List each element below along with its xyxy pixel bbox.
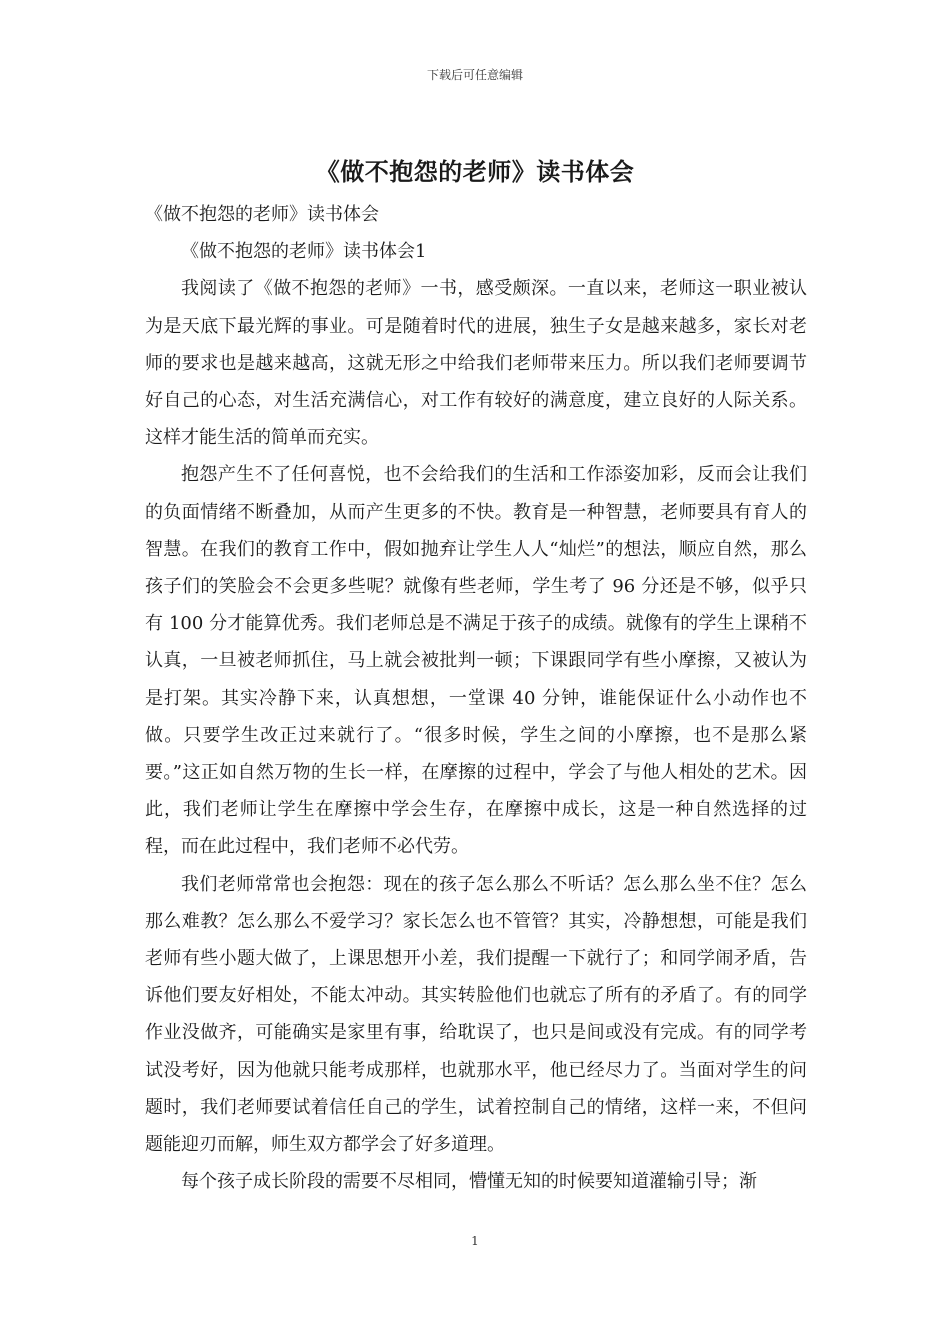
document-title: 《做不抱怨的老师》读书体会 [315, 157, 635, 186]
page-number: 1 [471, 1234, 479, 1248]
paragraph: 抱怨产生不了任何喜悦，也不会给我们的生活和工作添姿加彩，反而会让我们的负面情绪不断叠加，从而产生更多的不快。教育是一种智慧，老师要具有育人的智慧。在我们的教育工作中，假如抛弃让学生人人“灿烂”的想法，顺应自然，那么孩子们的笑脸会不会更多些呢？就像有些老师，学生考了 96 分还是不够，似乎只有 100 分才能算优秀。我们老师总是不满足于孩子的成绩。就像有的学生上课稍不认真，一旦被老师抓住，马上就会被批判一顿；下课跟同学有些小摩擦，又被认为是打架。其实冷静下来，认真想想，一堂课 40 分钟，谁能保证什么小动作也不做。只要学生改正过来就行了。“很多时候，学生之间的小摩擦，也不是那么紧要。”这正如自然万物的生长一样，在摩擦的过程中，学会了与他人相处的艺术。因此，我们老师让学生在摩擦中学会生存，在摩擦中成长，这是一种自然选择的过程，而在此过程中，我们老师不必代劳。 [145, 464, 807, 858]
section-heading: 《做不抱怨的老师》读书体会1 [181, 241, 427, 263]
header-note: 下载后可任意编辑 [426, 68, 523, 82]
paragraph: 我阅读了《做不抱怨的老师》一书，感受颇深。一直以来，老师这一职业被认为是天底下最光辉的事业。可是随着时代的进展，独生子女是越来越多，家长对老师的要求也是越来越高，这就无形之中给我们老师带来压力。所以我们老师要调节好自己的心态，对生活充满信心，对工作有较好的满意度，建立良好的人际关系。这样才能生活的简单而充实。 [145, 278, 807, 449]
paragraph: 每个孩子成长阶段的需要不尽相同，懵懂无知的时候要知道灌输引导；渐 [181, 1171, 757, 1193]
paragraph: 我们老师常常也会抱怨：现在的孩子怎么那么不听话？怎么那么坐不住？怎么那么难教？怎么那么不爱学习？家长怎么也不管管？其实，冷静想想，可能是我们老师有些小题大做了，上课思想开小差，我们提醒一下就行了；和同学闹矛盾，告诉他们要友好相处，不能太冲动。其实转脸他们也就忘了所有的矛盾了。有的同学作业没做齐，可能确实是家里有事，给耽误了，也只是间或没有完成。有的同学考试没考好，因为他就只能考成那样，也就那水平，他已经尽力了。当面对学生的问题时，我们老师要试着信任自己的学生，试着控制自己的情绪，这样一来，不但问题能迎刃而解，师生双方都学会了好多道理。 [145, 873, 807, 1156]
document-body [145, 196, 807, 1200]
document-subtitle: 《做不抱怨的老师》读书体会 [145, 204, 379, 225]
